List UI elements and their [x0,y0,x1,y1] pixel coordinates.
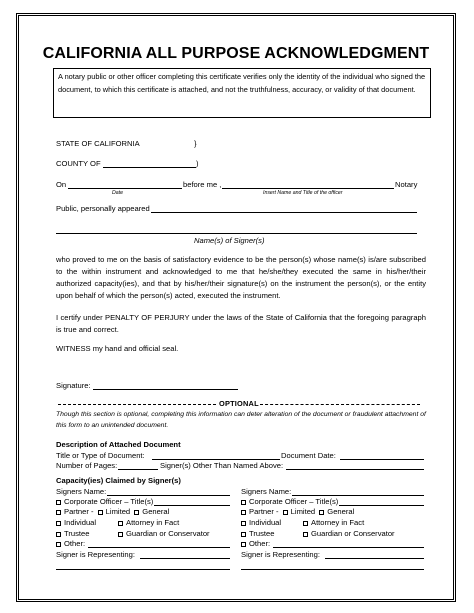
col1-partner-label: Partner - [64,507,94,516]
checkbox-icon[interactable] [134,510,139,515]
col1-signers-name-field[interactable] [107,495,230,496]
col1-guardian-option[interactable] [118,529,210,538]
doc-date-label: Document Date: [281,451,336,460]
col1-limited-label: Limited [105,507,131,516]
appeared-label: Public, personally appeared [56,204,150,213]
col1-other-field[interactable] [88,547,230,548]
col2-trustee-label: Trustee [249,529,275,538]
capacity-heading: Capacity(ies) Claimed by Signer(s) [56,476,181,485]
optional-rule-left [58,404,216,405]
checkbox-icon[interactable] [303,532,308,537]
checkbox-icon[interactable] [98,510,103,515]
checkbox-icon[interactable] [319,510,324,515]
col2-title-field[interactable] [339,505,424,506]
date-field[interactable] [68,188,182,189]
form-title: CALIFORNIA ALL PURPOSE ACKNOWLEDGMENT [42,45,430,62]
notice-box [53,68,431,118]
notary-label: Notary [395,180,418,189]
col1-guardian-label: Guardian or Conservator [126,529,210,538]
officer-caption: Insert Name and Title of the officer [263,190,343,196]
state-brace: } [194,139,197,148]
signer-caption: Name(s) of Signer(s) [194,236,265,245]
col1-general-label: General [142,507,170,516]
col2-guardian-label: Guardian or Conservator [311,529,395,538]
signers-field[interactable] [56,233,417,234]
col1-other-option[interactable] [56,539,85,548]
col2-corporate-option[interactable] [241,497,338,506]
witness-text: WITNESS my hand and official seal. [56,344,179,353]
col1-representing-field-2[interactable] [56,569,230,570]
date-caption: Date [112,190,123,196]
officer-field[interactable] [222,188,394,189]
col1-trustee-label: Trustee [64,529,90,538]
doc-title-field[interactable] [152,459,280,460]
col1-individual-label: Individual [64,518,97,527]
signature-label: Signature: [56,381,91,390]
col2-signers-name-label: Signers Name: [241,487,292,496]
col1-corporate-label: Corporate Officer – Title(s) [64,497,154,506]
other-signers-field[interactable] [286,469,424,470]
on-label: On [56,180,67,189]
col1-representing-field[interactable] [140,558,230,559]
appeared-field[interactable] [151,212,417,213]
col1-other-label: Other: [64,539,86,548]
checkbox-icon[interactable] [56,500,61,505]
state-label: STATE OF CALIFORNIA [56,139,140,148]
proof-paragraph: who proved to me on the basis of satisfactory evidence to be the person(s) whose name(s) is/are subscribed to the within instrument and acknowledged to me that he/she/they executed the same in his/her/their authorized capacity(ies), and that by his/her/their signature(s) on the instrument the person(s), or the entity upon behalf of which the person(s) acted, executed the instrument. [56,255,426,300]
col2-trustee-option[interactable] [241,529,274,538]
county-brace: ) [196,159,199,168]
checkbox-icon[interactable] [303,521,308,526]
checkbox-icon[interactable] [241,521,246,526]
col2-partner-option[interactable] [241,507,354,516]
col1-corporate-option[interactable] [56,497,153,506]
checkbox-icon[interactable] [241,542,246,547]
col1-partner-option[interactable] [56,507,169,516]
checkbox-icon[interactable] [56,542,61,547]
other-signers-label: Signer(s) Other Than Named Above: [160,461,284,470]
checkbox-icon[interactable] [118,521,123,526]
attached-doc-heading: Description of Attached Document [56,440,181,449]
col2-representing-field-2[interactable] [241,569,424,570]
doc-title-label: Title or Type of Document: [56,451,145,460]
col1-representing-label: Signer is Representing: [56,550,135,559]
checkbox-icon[interactable] [283,510,288,515]
county-field[interactable] [103,167,196,168]
checkbox-icon[interactable] [118,532,123,537]
checkbox-icon[interactable] [56,510,61,515]
perjury-paragraph: I certify under PENALTY OF PERJURY under the laws of the State of California that the foregoing paragraph is true and correct. [56,313,426,334]
checkbox-icon[interactable] [241,500,246,505]
col2-representing-label: Signer is Representing: [241,550,320,559]
notice-text: A notary public or other officer completing this certificate verifies only the identity of the individual who signed the document, to which this certificate is attached, and not the truthfulness, accuracy, or validity of that document. [58,72,426,94]
col2-signers-name-field[interactable] [292,495,424,496]
col1-trustee-option[interactable] [56,529,89,538]
col1-individual-option[interactable] [56,518,96,527]
pages-label: Number of Pages: [56,461,118,470]
col2-individual-label: Individual [249,518,282,527]
col2-individual-option[interactable] [241,518,281,527]
col2-guardian-option[interactable] [303,529,395,538]
before-me-label: before me , [183,180,222,189]
signature-field[interactable] [93,389,238,390]
col2-other-option[interactable] [241,539,270,548]
checkbox-icon[interactable] [241,510,246,515]
col2-partner-label: Partner - [249,507,279,516]
col1-title-field[interactable] [154,505,230,506]
col1-signers-name-label: Signers Name: [56,487,107,496]
col2-general-label: General [327,507,355,516]
col1-attorney-option[interactable] [118,518,179,527]
pages-field[interactable] [118,469,158,470]
checkbox-icon[interactable] [241,532,246,537]
col2-attorney-label: Attorney in Fact [311,518,365,527]
doc-date-field[interactable] [340,459,424,460]
col2-representing-field[interactable] [325,558,424,559]
checkbox-icon[interactable] [56,521,61,526]
optional-rule-right [260,404,420,405]
col2-other-label: Other: [249,539,271,548]
optional-heading: OPTIONAL [219,399,259,408]
optional-note: Though this section is optional, completing this information can deter alteration of the document or fraudulent attachment of this form to an unintended document. [56,411,426,429]
col2-corporate-label: Corporate Officer – Title(s) [249,497,339,506]
col2-other-field[interactable] [273,547,424,548]
checkbox-icon[interactable] [56,532,61,537]
col1-attorney-label: Attorney in Fact [126,518,180,527]
col2-attorney-option[interactable] [303,518,364,527]
county-label: COUNTY OF [56,159,101,168]
col2-limited-label: Limited [290,507,316,516]
